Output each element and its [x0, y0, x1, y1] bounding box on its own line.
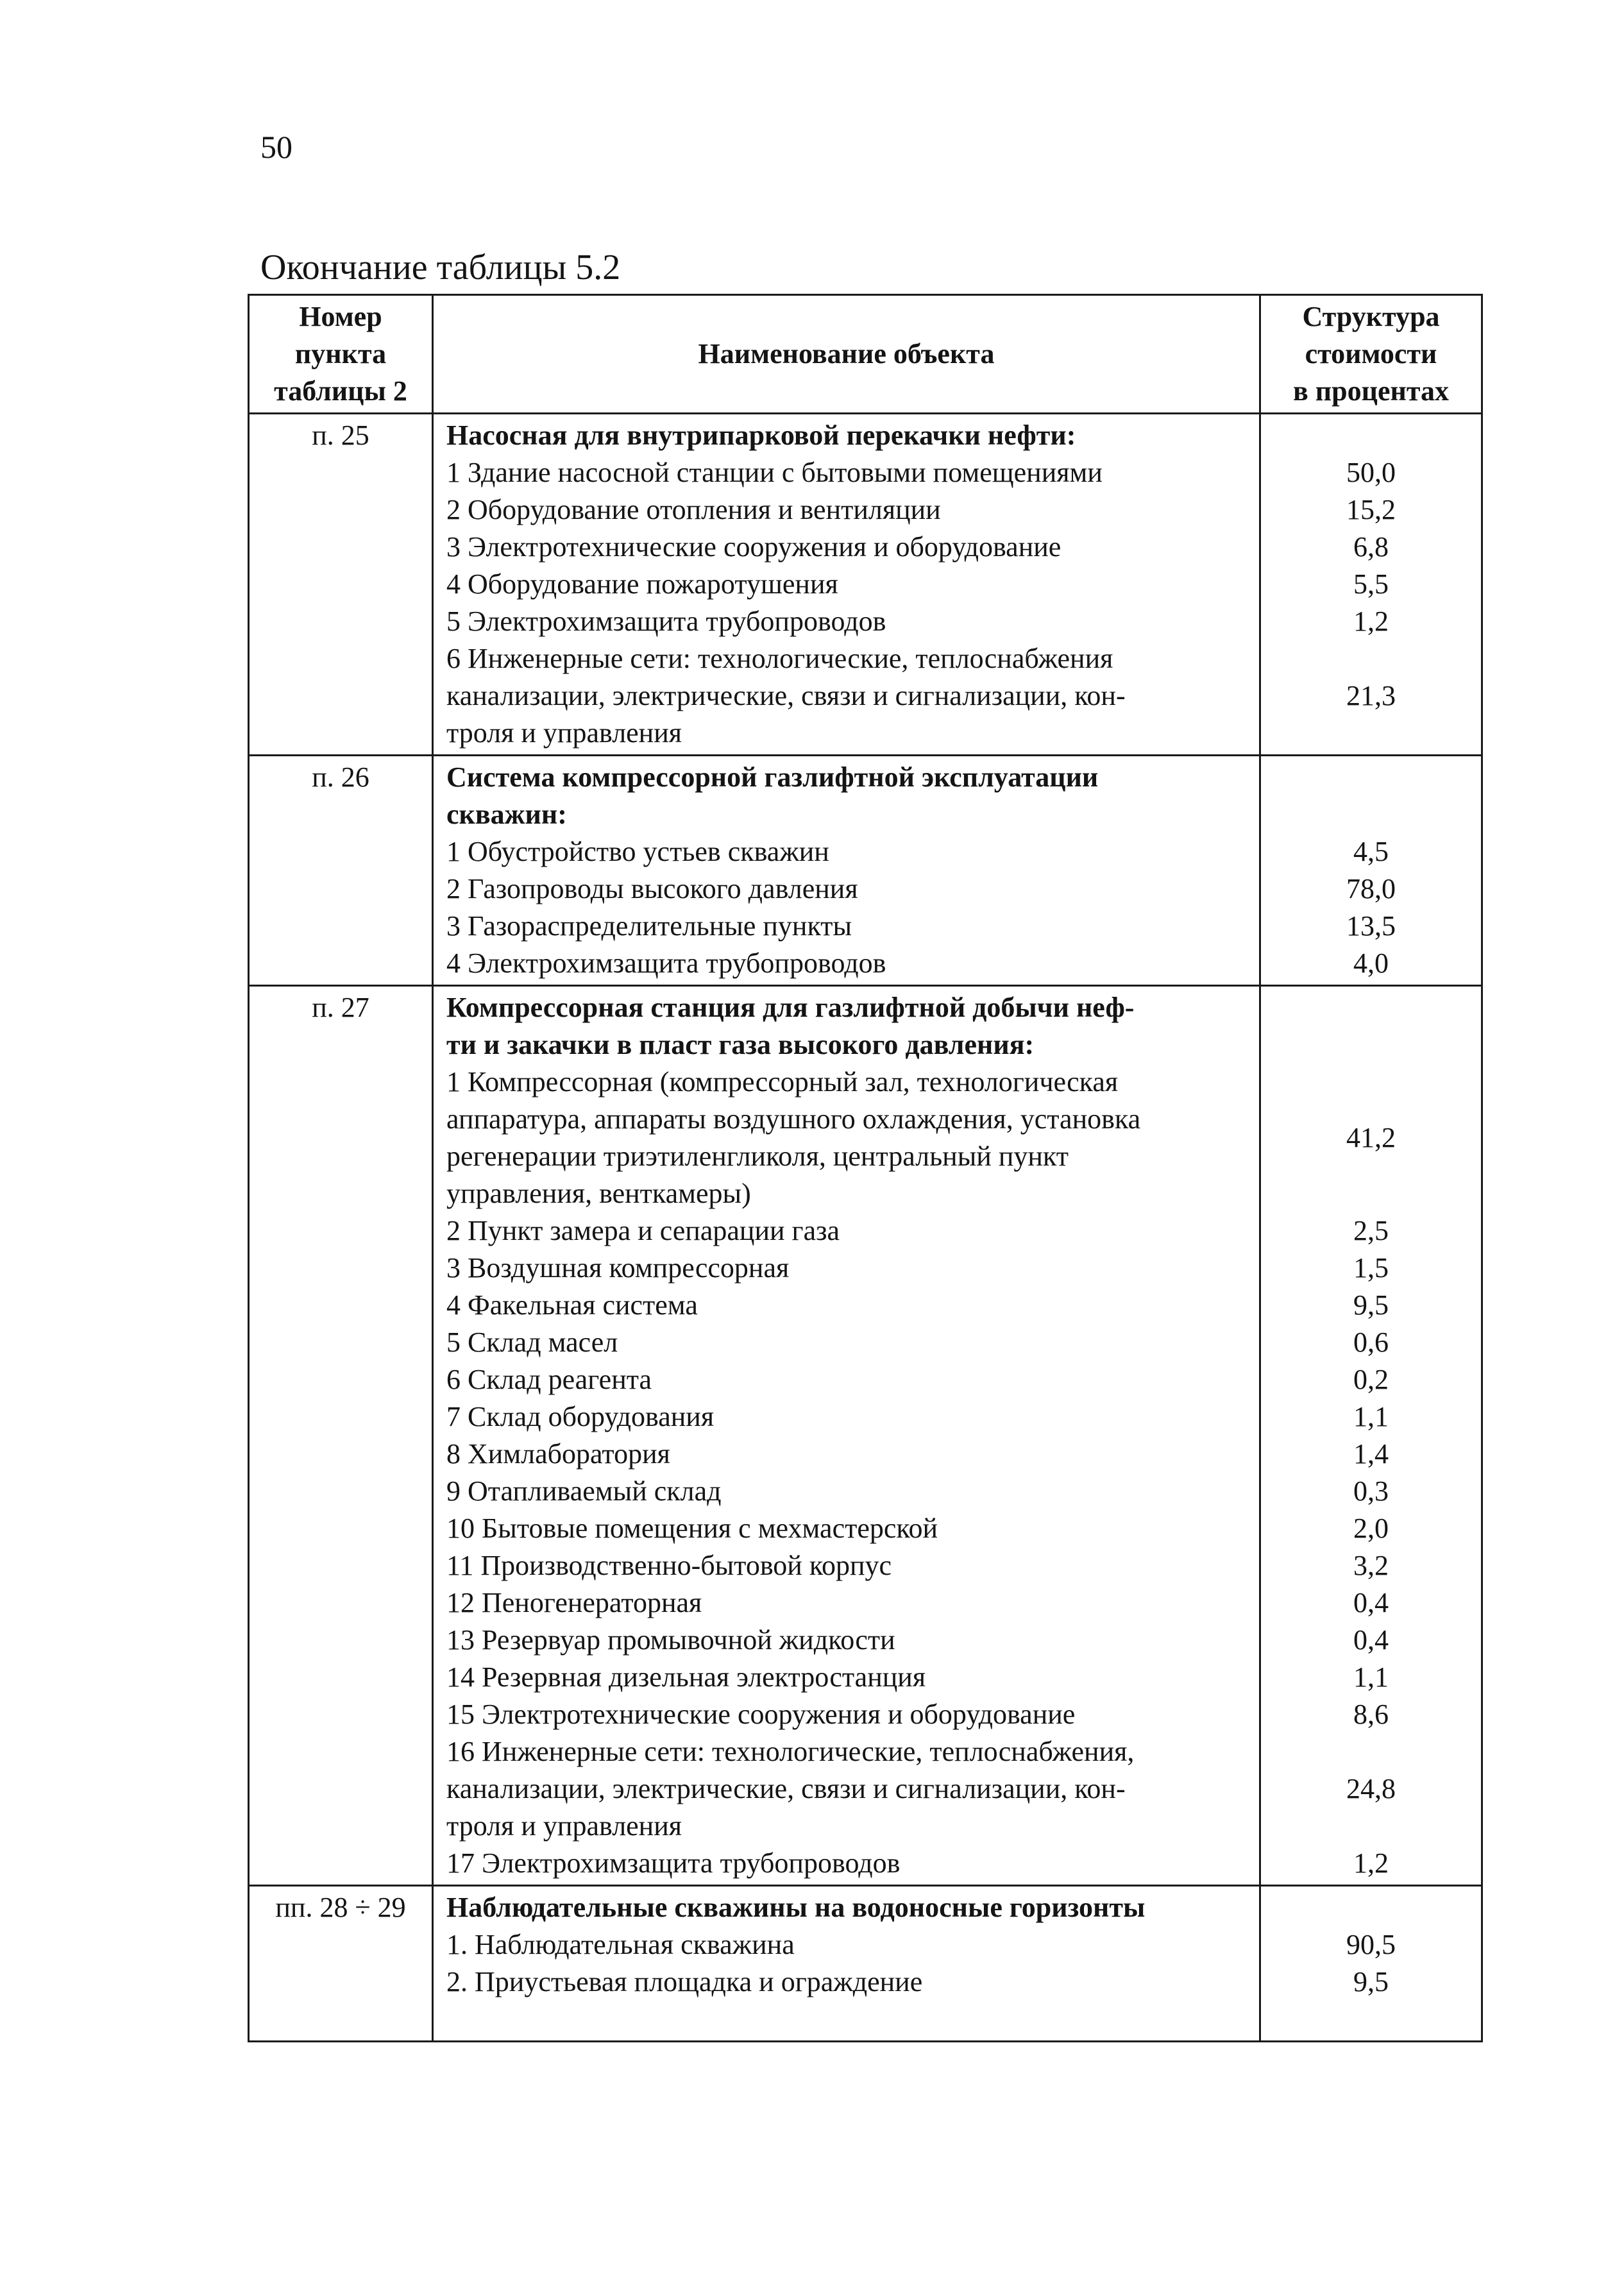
list-item: 13 Резервуар промывочной жидкости: [446, 1624, 895, 1656]
value-block: [1261, 833, 1481, 870]
cost-value: 15,2: [1346, 494, 1396, 525]
list-item: 6 Инженерные сети: технологические, теплоснабжения: [446, 643, 1113, 674]
value-block: [1261, 870, 1481, 908]
list-item: канализации, электрические, связи и сигнализации, кон-: [446, 1773, 1126, 1804]
table-caption: Окончание таблицы 5.2: [260, 248, 621, 287]
list-item: 6 Склад реагента: [446, 1364, 652, 1395]
list-item: троля и управления: [446, 717, 682, 749]
value-block: [1261, 1250, 1481, 1287]
item-number-cell: п. 26: [249, 756, 433, 986]
value-block: [1261, 454, 1481, 491]
group-title: Насосная для внутрипарковой перекачки нефти:: [446, 420, 1076, 451]
value-spacer: [1261, 989, 1481, 1026]
value-block: [1261, 1212, 1481, 1250]
cost-value: 1,4: [1353, 1438, 1389, 1470]
list-item: 4 Оборудование пожаротушения: [446, 568, 838, 600]
header-line: таблицы 2: [274, 375, 407, 407]
list-item: 4 Факельная система: [446, 1289, 698, 1321]
cost-value: 1,2: [1353, 1847, 1389, 1879]
group-title: Система компрессорной газлифтной эксплуатации: [446, 761, 1099, 793]
cost-value: 5,5: [1353, 568, 1389, 600]
object-name-cell: [433, 414, 1260, 756]
value-block: [1261, 1324, 1481, 1361]
cost-value: 41,2: [1346, 1122, 1396, 1153]
list-item: 4 Электрохимзащита трубопроводов: [446, 947, 886, 979]
cost-value: 1,2: [1353, 606, 1389, 637]
value-block: [1261, 1064, 1481, 1212]
value-block: [1261, 1547, 1481, 1584]
value-block: [1261, 1584, 1481, 1622]
value-block: [1261, 1361, 1481, 1398]
blank-line: [446, 2001, 1248, 2038]
cost-value: 90,5: [1346, 1929, 1396, 1960]
cost-value: 21,3: [1346, 680, 1396, 711]
list-item: 1 Обустройство устьев скважин: [446, 836, 829, 867]
list-item: 11 Производственно-бытовой корпус: [446, 1550, 892, 1581]
cost-value: 4,0: [1353, 947, 1389, 979]
list-item: 5 Склад масел: [446, 1327, 618, 1358]
cost-value: 1,1: [1353, 1401, 1389, 1432]
header-line: стоимости: [1305, 338, 1437, 369]
list-item: 3 Электротехнические сооружения и оборудование: [446, 531, 1062, 563]
value-block: [1261, 566, 1481, 603]
table-row: [249, 756, 1482, 986]
item-number-cell: п. 27: [249, 986, 433, 1886]
list-item: 16 Инженерные сети: технологические, теплоснабжения,: [446, 1736, 1135, 1767]
header-line: Структура: [1302, 301, 1440, 332]
cost-value: 1,1: [1353, 1661, 1389, 1693]
value-spacer: [1261, 1026, 1481, 1064]
cost-value: 9,5: [1353, 1289, 1389, 1321]
list-item: 2. Приустьевая площадка и ограждение: [446, 1966, 923, 1997]
list-item: регенерации триэтиленгликоля, центральный пункт: [446, 1140, 1069, 1172]
item-number-cell: п. 25: [249, 414, 433, 756]
group-title: Наблюдательные скважины на водоносные горизонты: [446, 1892, 1146, 1923]
header-line: Номер: [299, 301, 382, 332]
list-item: 14 Резервная дизельная электростанция: [446, 1661, 926, 1693]
group-title: скважин:: [446, 799, 567, 830]
value-block: [1261, 908, 1481, 945]
cost-value: 1,5: [1353, 1252, 1389, 1284]
value-block: [1261, 603, 1481, 640]
item-number-cell: пп. 28 ÷ 29: [249, 1886, 433, 2042]
value-block: [1261, 529, 1481, 566]
table-row: [249, 414, 1482, 756]
list-item: 2 Пункт замера и сепарации газа: [446, 1215, 840, 1246]
list-item: управления, венткамеры): [446, 1178, 751, 1209]
value-block: [1261, 1733, 1481, 1845]
list-item: 7 Склад оборудования: [446, 1401, 715, 1432]
cost-value: 3,2: [1353, 1550, 1389, 1581]
value-block: [1261, 1622, 1481, 1659]
list-item: 3 Газораспределительные пункты: [446, 910, 852, 942]
header-cost-structure: [1260, 295, 1482, 414]
list-item: 1. Наблюдательная скважина: [446, 1929, 795, 1960]
list-item: троля и управления: [446, 1810, 682, 1842]
list-item: 2 Газопроводы высокого давления: [446, 873, 858, 904]
list-item: 3 Воздушная компрессорная: [446, 1252, 790, 1284]
value-block: [1261, 1398, 1481, 1436]
cost-value: 4,5: [1353, 836, 1389, 867]
cost-value: 8,6: [1353, 1699, 1389, 1730]
cost-structure-cell: [1260, 1886, 1482, 2042]
value-spacer: [1261, 1889, 1481, 1926]
table-header-row: [249, 295, 1482, 414]
value-block: [1261, 1436, 1481, 1473]
table-row: [249, 986, 1482, 1886]
cost-value: 0,3: [1353, 1475, 1389, 1507]
value-block: [1261, 945, 1481, 982]
cost-structure-cell: [1260, 414, 1482, 756]
value-block: [1261, 1287, 1481, 1324]
cost-value: 9,5: [1353, 1966, 1389, 1997]
list-item: 12 Пеногенераторная: [446, 1587, 702, 1618]
cost-structure-cell: [1260, 986, 1482, 1886]
cost-value: 13,5: [1346, 910, 1396, 942]
cost-value: 0,2: [1353, 1364, 1389, 1395]
value-block: [1261, 1963, 1481, 2001]
table-row: [249, 1886, 1482, 2042]
list-item: 1 Здание насосной станции с бытовыми помещениями: [446, 457, 1103, 488]
list-item: 15 Электротехнические сооружения и оборудование: [446, 1699, 1076, 1730]
cost-value: 50,0: [1346, 457, 1396, 488]
page-number: 50: [260, 129, 292, 165]
cost-value: 24,8: [1346, 1773, 1396, 1804]
object-name-cell: [433, 1886, 1260, 2042]
value-block: [1261, 1659, 1481, 1696]
header-object-name: [433, 295, 1260, 414]
value-spacer: [1261, 759, 1481, 796]
value-block: [1261, 491, 1481, 529]
header-item-number: [249, 295, 433, 414]
header-line: Наименование объекта: [698, 338, 995, 369]
list-item: 17 Электрохимзащита трубопроводов: [446, 1847, 901, 1879]
object-name-cell: [433, 756, 1260, 986]
value-block: [1261, 1845, 1481, 1882]
table-body: [249, 414, 1482, 2042]
group-title: ти и закачки в пласт газа высокого давления:: [446, 1029, 1035, 1060]
cost-value: 0,4: [1353, 1587, 1389, 1618]
list-item: 10 Бытовые помещения с мехмастерской: [446, 1513, 938, 1544]
list-item: аппаратура, аппараты воздушного охлаждения, установка: [446, 1103, 1141, 1135]
cost-value: 78,0: [1346, 873, 1396, 904]
value-block: [1261, 1510, 1481, 1547]
list-item: 2 Оборудование отопления и вентиляции: [446, 494, 941, 525]
list-item: 8 Химлаборатория: [446, 1438, 670, 1470]
header-line: в процентах: [1293, 375, 1449, 407]
list-item: канализации, электрические, связи и сигнализации, кон-: [446, 680, 1126, 711]
cost-value: 2,5: [1353, 1215, 1389, 1246]
cost-value: 0,6: [1353, 1327, 1389, 1358]
list-item: 9 Отапливаемый склад: [446, 1475, 722, 1507]
list-item: 1 Компрессорная (компрессорный зал, технологическая: [446, 1066, 1119, 1098]
cost-structure-cell: [1260, 756, 1482, 986]
cost-value: 0,4: [1353, 1624, 1389, 1656]
header-line: пункта: [294, 338, 387, 369]
group-title: Компрессорная станция для газлифтной добычи неф-: [446, 992, 1135, 1023]
cost-value: 2,0: [1353, 1513, 1389, 1544]
object-name-cell: [433, 986, 1260, 1886]
value-block: [1261, 1696, 1481, 1733]
cost-value: 6,8: [1353, 531, 1389, 563]
cost-structure-table: [248, 294, 1483, 2042]
value-block: [1261, 640, 1481, 752]
list-item: 5 Электрохимзащита трубопроводов: [446, 606, 886, 637]
value-spacer: [1261, 417, 1481, 454]
value-block: [1261, 1473, 1481, 1510]
value-block: [1261, 1926, 1481, 1963]
value-spacer: [1261, 796, 1481, 833]
